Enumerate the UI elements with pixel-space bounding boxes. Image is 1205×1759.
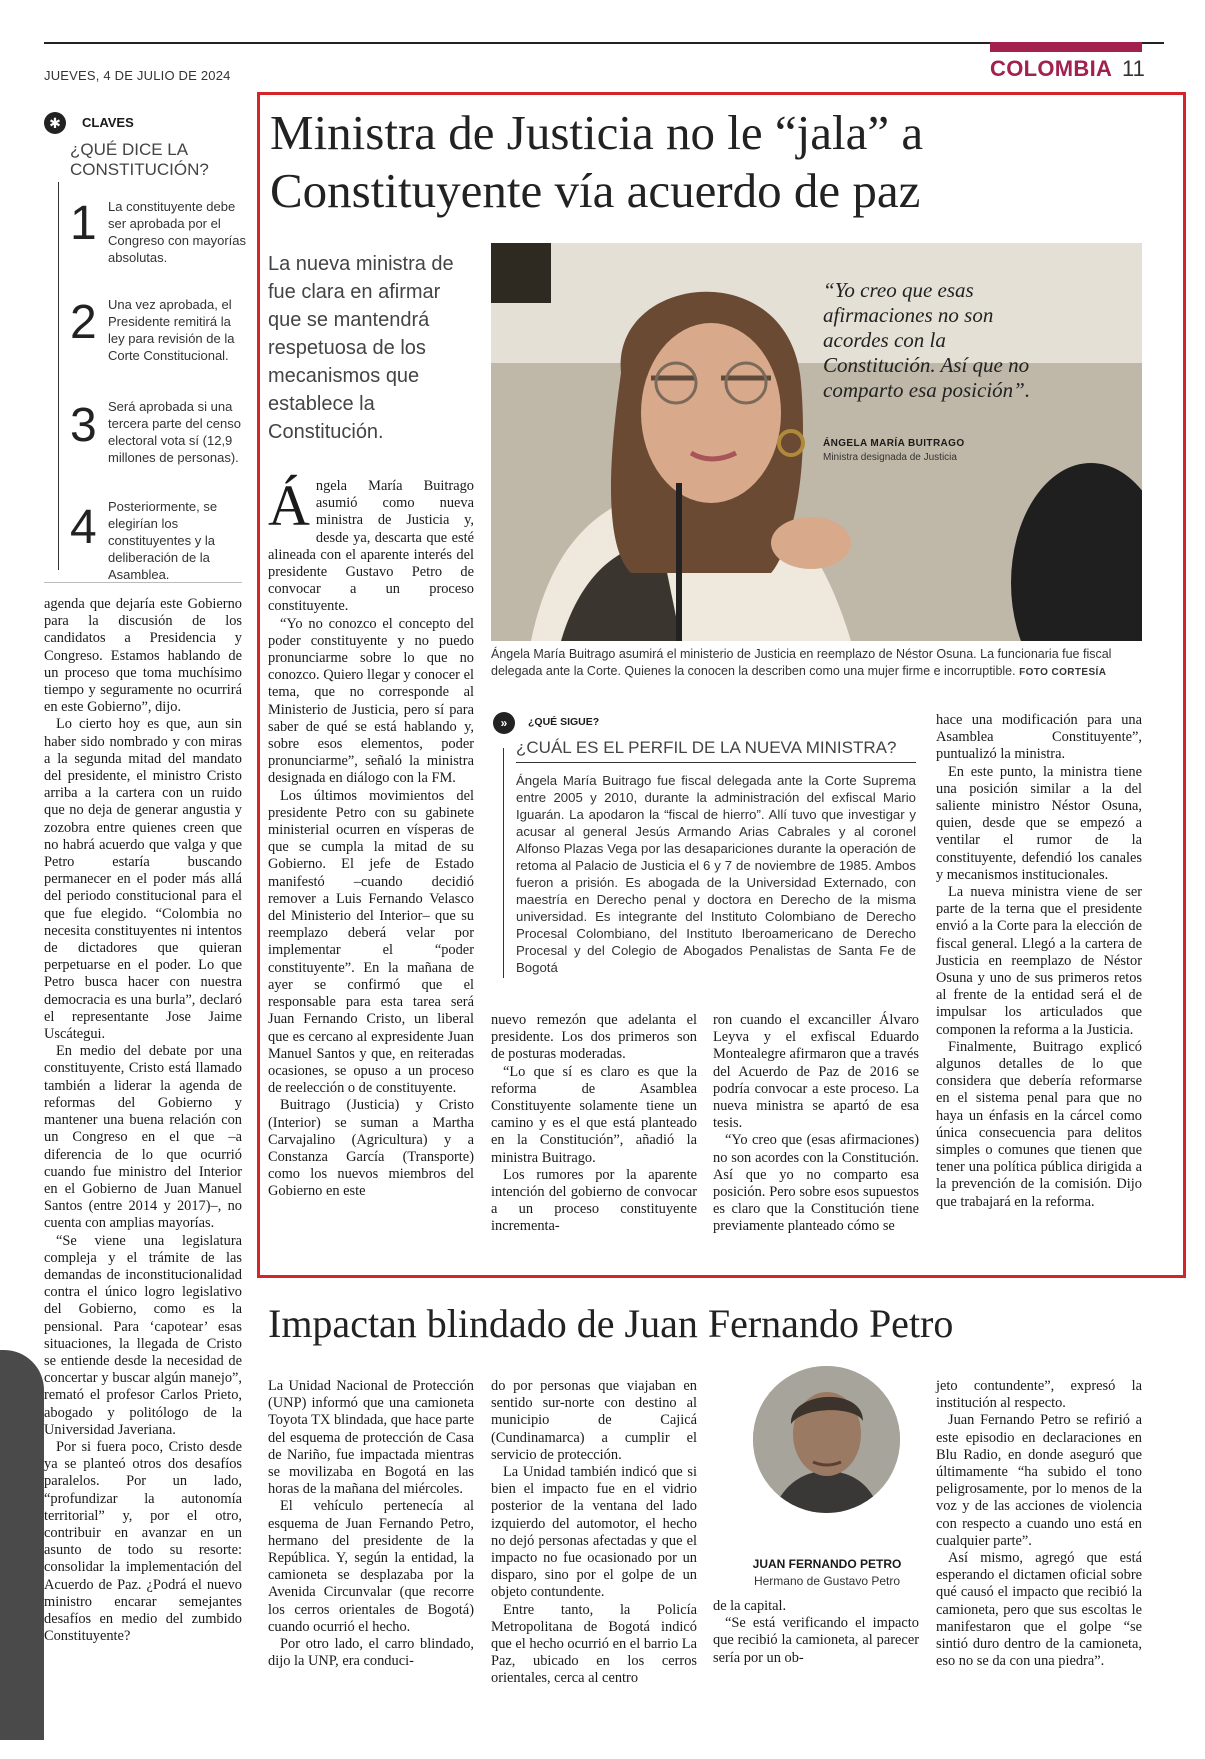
paragraph: agenda que dejaría este Gobierno para la discusión de los candidatos a Presidencia y Congreso. Estamos hablando de un proceso que toma muchísimo tiempo y seguramente no ocurrirá en este Gobierno”, dijo. bbox=[44, 596, 242, 716]
que-sigue-label: ¿QUÉ SIGUE? bbox=[528, 716, 600, 728]
claves-icon: ✱ bbox=[44, 112, 66, 134]
caption-text: Ángela María Buitrago asumirá el ministerio de Justicia en reemplazo de Néstor Osuna. La funcionaria fue fiscal delegada ante la Corte. Quienes la conocen la describen como una mujer firme e incorruptible. bbox=[491, 647, 1112, 678]
pull-quote: “Yo creo que esas afirmaciones no son acordes con la Constitución. Así que no comparto esa posición”. bbox=[823, 278, 1031, 402]
paragraph: Entre tanto, la Policía Metropolitana de Bogotá indicó que el hecho ocurrió en el barrio La Paz, ubicado en los cerros orientales, cerca al centro bbox=[491, 1601, 697, 1687]
paragraph: Buitrago (Justicia) y Cristo (Interior) se suman a Martha Carvajalino (Agricultura) y a Constanza García (Transporte) como los nuevos miembros del Gobierno en este bbox=[268, 1097, 474, 1200]
clave-text: Posteriormente, se elegirían los constituyentes y la deliberación de la Asamblea. bbox=[108, 499, 218, 582]
article-lede: La nueva ministra de fue clara en afirmar que se mantendrá respetuosa de los mecanismos que establece la Constitución. bbox=[268, 253, 454, 443]
claves-title: ¿QUÉ DICE LA CONSTITUCIÓN? bbox=[70, 140, 209, 179]
paragraph: “Lo que sí es claro es que la reforma de Asamblea Constituyente solamente tiene un camino y es el que está planteado en la Constitución”, añadió la ministra Buitrago. bbox=[491, 1063, 697, 1166]
article2-column-3 bbox=[713, 1598, 919, 1667]
que-sigue-text: Ángela María Buitrago fue fiscal delegada ante la Corte Suprema entre 2005 y 2010, durante la administración del exfiscal Mario Iguarán. La apodaron la “fiscal de hierro”. Allí tuvo que investigar y acusar al general Jesús Armando Arias Cabrales y al coronel Alfonso Plazas Vega por las desapariciones durante la operación de retoma al Palacio de Justicia el 6 y 7 de noviembre de 1985. Ambos fueron a prisión. Es abogada de la Universidad Externado, con maestría en Derecho penal y doctora en Derecho de la misma universidad. Es integrante del Instituto Colombiano de Derecho Procesal Colombiano, del Instituto Iberoamericano de Derecho Procesal y del Colegio de Abogados Penalistas de Santa Fe de Bogotá bbox=[516, 773, 916, 975]
paragraph: hace una modificación para una Asamblea Constituyente”, puntualizó la ministra. bbox=[936, 712, 1142, 763]
paragraph: ron cuando el excanciller Álvaro Leyva y el exfiscal Eduardo Montealegre afirmaron que a través del Acuerdo de Paz de 2016 se podría convocar a este proceso. La nueva ministra se apartó de esa tesis. bbox=[713, 1012, 919, 1132]
que-sigue-icon: » bbox=[493, 712, 515, 734]
paragraph: Así mismo, agregó que está esperando el dictamen oficial sobre qué causó el impacto que recibió la camioneta, pero que sus escoltas le manifestaron que el golpe “se sintió duro dentro de la camioneta, eso no se da con una piedra”. bbox=[936, 1550, 1142, 1670]
paragraph: “Yo no conozco el concepto del poder constituyente y no puedo pronunciarme sobre lo que no conozco. Quiero llegar y conocer el tema, que no corresponde al Ministerio de Justicia, pero sí para saber de qué se está hablando y, sobre esos elementos, poder pronunciarme”, señaló la ministra designada en diálogo con la FM. bbox=[268, 615, 474, 787]
que-sigue-title-rule bbox=[516, 762, 916, 763]
que-sigue-rule bbox=[503, 748, 504, 978]
portrait-illustration bbox=[753, 1366, 900, 1513]
paragraph: “Se está verificando el impacto que recibió la camioneta, al parecer sería por un ob- bbox=[713, 1615, 919, 1666]
paragraph: Juan Fernando Petro se refirió a este episodio en declaraciones en Blu Radio, en donde aseguró que últimamente “ha subido el tono peligrosamente, por lo menos de la voz y de las acciones de violencia con respecto a cuando uno está en cualquier parte”. bbox=[936, 1412, 1142, 1549]
paragraph: do por personas que viajaban en sentido sur-norte con destino al municipio de Cajicá (Cundinamarca) a cumplir el servicio de protección. bbox=[491, 1378, 697, 1463]
article-column-1 bbox=[268, 473, 474, 1201]
paragraph: La Unidad también indicó que si bien el impacto fue en el vidrio posterior de la ventana del lado izquierdo del automotor, el hecho no dejó personas afectadas y que el impacto no fue ocasionado por un disparo, sino por el golpe de un objeto contundente. bbox=[491, 1464, 697, 1601]
clave-text: Una vez aprobada, el Presidente remitirá la ley para revisión de la Corte Constitucional. bbox=[108, 297, 235, 363]
paragraph: La nueva ministra viene de ser parte de la terna que el presidente envió a la Corte para la elección de fiscal general. Llegó a la cartera de Justicia en reemplazo de Néstor Osuna y uno de sus primeros retos al frente de la entidad será el de impulsar los articulados que componen la reforma a la Justicia. bbox=[936, 884, 1142, 1038]
paragraph: “Se viene una legislatura compleja y el trámite de las demandas de inconstitucionalidad contra el único logro legislativo del Gobierno, como es la pensional. Para ‘capotear’ esas situaciones, la llegada de Cristo se entiende desde la necesidad de concertar y buscar algún manejo”, remató el profesor Carlos Prieto, abogado y politólogo de la Universidad Javeriana. bbox=[44, 1232, 242, 1438]
paragraph: La Unidad Nacional de Protección (UNP) informó que una camioneta Toyota TX blindada, que hace parte del esquema de protección de Casa de Nariño, fue impactada mientras se movilizaba en Bogotá en las horas de la mañana del miércoles. bbox=[268, 1378, 474, 1498]
paragraph: Los rumores por la aparente intención del gobierno de convocar a un proceso constituyente incrementa- bbox=[491, 1166, 697, 1235]
article2-column-1 bbox=[268, 1378, 474, 1670]
paragraph: de la capital. bbox=[713, 1598, 787, 1614]
issue-date: JUEVES, 4 DE JULIO DE 2024 bbox=[44, 68, 231, 83]
photo-illustration bbox=[491, 243, 1142, 641]
paragraph: nuevo remezón que adelanta el presidente. Los dos primeros son de posturas moderadas. bbox=[491, 1012, 697, 1063]
quote-role: Ministra designada de Justicia bbox=[823, 452, 957, 463]
claves-bottom-rule bbox=[44, 582, 242, 583]
photo-caption bbox=[491, 646, 1142, 681]
paragraph: jeto contundente”, expresó la institución al respecto. bbox=[936, 1378, 1142, 1412]
claves-label: CLAVES bbox=[82, 115, 134, 130]
quote-attribution: ÁNGELA MARÍA BUITRAGO bbox=[823, 438, 965, 449]
paragraph-text: ngela María Buitrago asumió como nueva ministra de Justicia y, desde ya, descarta que esté alineada con el aparente interés del presidente Gustavo Petro de convocar a un proceso constituyente. bbox=[268, 478, 474, 615]
section-name: COLOMBIA bbox=[990, 56, 1113, 81]
portrait-role: Hermano de Gustavo Petro bbox=[753, 1574, 901, 1588]
cropped-photo bbox=[0, 1350, 44, 1740]
article2-column-2 bbox=[491, 1378, 697, 1688]
paragraph: Lo cierto hoy es que, aun sin haber sido nombrado y con miras a la segunda mitad del mandato del presidente, el ministro Cristo arriba a la cartera con un ruido que no deja de generar angustia y zozobra entre quienes creen que no habrá acuerdo que valga y que Petro estaría buscando permanecer en el poder más allá del periodo constitucional para el que fue elegido. “Colombia no necesita constituyentes ni intentos de dictadores que quieran perpetuarse en el poder. Lo que Petro busca hacer con nuestra democracia es una burla”, declaró el representante Jose Jaime Uscátegui. bbox=[44, 716, 242, 1043]
article2-column-4 bbox=[936, 1378, 1142, 1670]
article-column-2 bbox=[491, 1012, 697, 1236]
article-column-4 bbox=[936, 712, 1142, 1211]
claves-rule bbox=[58, 182, 59, 570]
clave-number: 3 bbox=[70, 399, 97, 452]
article-photo bbox=[491, 243, 1142, 641]
que-sigue-title: ¿CUÁL ES EL PERFIL DE LA NUEVA MINISTRA? bbox=[516, 738, 897, 757]
paragraph: En medio del debate por una constituyente, Cristo está llamado también a liderar la agenda de reformas del Gobierno y mantener una buena relación con un Congreso en el que –a diferencia de lo que ocurrió cuando fue ministro del Interior en el Gobierno de Juan Manuel Santos (entre 2014 y 2017)–, no cuenta con amplias mayorías. bbox=[44, 1043, 242, 1232]
clave-number: 1 bbox=[70, 197, 97, 250]
clave-text: Será aprobada si una tercera parte del censo electoral vota sí (12,9 millones de personas). bbox=[108, 399, 241, 465]
article-headline: Ministra de Justicia no le “jala” a Constituyente vía acuerdo de paz bbox=[270, 105, 924, 218]
paragraph: En este punto, la ministra tiene una posición similar a la del saliente ministro Néstor Osuna, quien, desde que se empezó a ventilar el rumor de la constituyente, defendió los canales y mecanismos institucionales. bbox=[936, 763, 1142, 883]
paragraph: Por si fuera poco, Cristo desde ya se planteó otros dos desafíos paralelos. Por un lado, “profundizar la autonomía territorial” y, por el otro, contribuir en avanzar en un asunto de todo su resorte: consolidar la implementación del Acuerdo de Paz. ¿Podrá el nuevo ministro encarar semejantes desafíos en medio del zumbido Constituyente? bbox=[44, 1438, 242, 1645]
article2-headline: Impactan blindado de Juan Fernando Petro bbox=[268, 1301, 954, 1346]
article-column-3 bbox=[713, 1012, 919, 1236]
paragraph: El vehículo pertenecía al esquema de Juan Fernando Petro, hermano del presidente de la República. Y, según la entidad, la camioneta se desplazaba por la Avenida Circunvalar (que recorre los cerros orientales de Bogotá) cuando ocurrió el hecho. bbox=[268, 1498, 474, 1635]
portrait-photo bbox=[753, 1366, 900, 1513]
paragraph: “Yo creo que (esas afirmaciones) no son acordes con la Constitución. Así que yo no comparto esa posición. Pero sobre esos supuestos es claro que la Constitución tiene previamente planteado cómo se bbox=[713, 1132, 919, 1235]
left-column-text bbox=[44, 596, 242, 1645]
clave-number: 4 bbox=[70, 501, 97, 554]
photo-credit: FOTO CORTESÍA bbox=[1019, 667, 1107, 678]
paragraph: Finalmente, Buitrago explicó algunos detalles de lo que considera que debería reformarse en el sistema penal para que no haya un énfasis en la cárcel como única consecuencia para delitos simples o comunes que tienen que tener una política pública dirigida a la prevención de la comisión. Dijo que trabajará en la reforma. bbox=[936, 1038, 1142, 1210]
section-color-bar bbox=[990, 42, 1142, 52]
paragraph: Los últimos movimientos del presidente Petro con su gabinete ministerial ocurren en vísperas de que se cumpla la mitad de su Gobierno. El jefe de Estado manifestó –cuando decidió remover a Luis Fernando Velasco del Ministerio del Interior– que su reemplazo deberá velar por implementar el “poder constituyente”. En la mañana de ayer se confirmó que el responsable para esta tarea será Juan Fernando Cristo, un liberal que es cercano al expresidente Juan Manuel Santos y que, en reiteradas ocasiones, se opuso a un proceso de reelección o de constituyente. bbox=[268, 787, 474, 1097]
drop-cap: Á bbox=[268, 473, 310, 538]
page-number: 11 bbox=[1122, 56, 1145, 81]
paragraph: Por otro lado, el carro blindado, dijo la UNP, era conduci- bbox=[268, 1636, 474, 1670]
clave-number: 2 bbox=[70, 296, 97, 349]
clave-text: La constituyente debe ser aprobada por el Congreso con mayorías absolutas. bbox=[108, 199, 247, 265]
portrait-name: JUAN FERNANDO PETRO bbox=[752, 1557, 902, 1571]
paragraph bbox=[268, 473, 474, 616]
